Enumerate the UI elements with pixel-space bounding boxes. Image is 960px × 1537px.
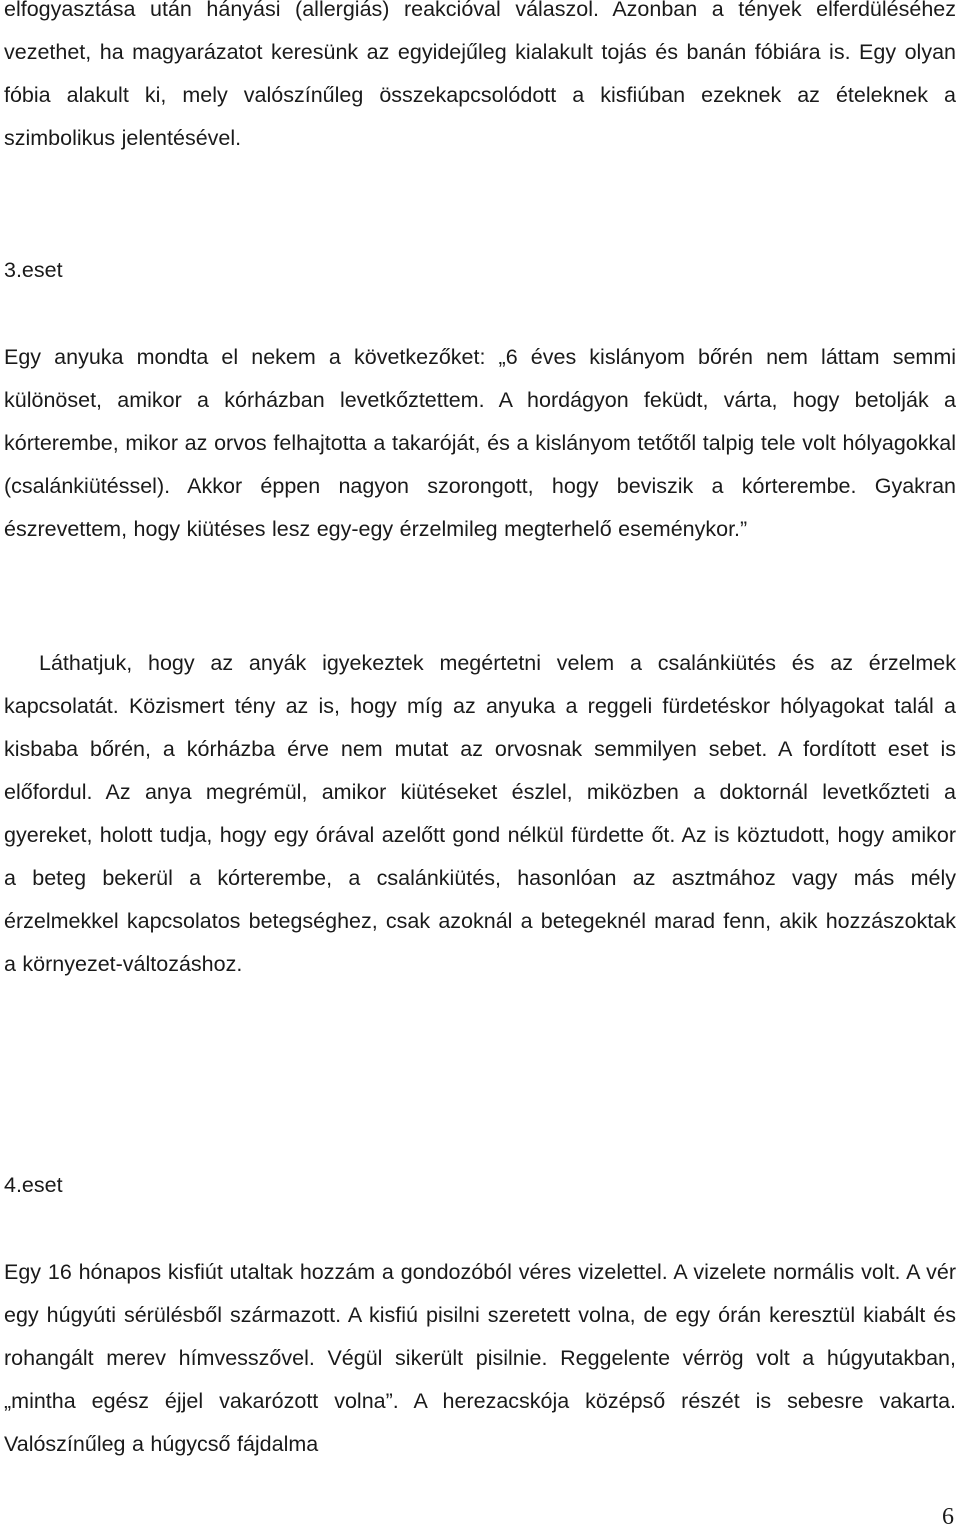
case-4-heading: 4.eset [4, 1173, 63, 1197]
case-3-heading: 3.eset [4, 258, 63, 282]
paragraph-case-4: Egy 16 hónapos kisfiút utaltak hozzám a gondozóból véres vizelettel. A vizelete normális volt. A vér egy húgyúti sérülésből származott. A kisfiú pisilni szeretett volna, de egy órán keresztül kiabált és rohangált merev hímvesszővel. Végül sikerült pisilnie. Reggelente vérrög volt a húgyutakban, „mintha egész éjjel vakarózott volna”. A herezacskója középső részét is sebesre vakarta. Valószínűleg a húgycső fájdalma [4, 1260, 956, 1456]
page-number: 6 [942, 1504, 954, 1530]
paragraph-intro: elfogyasztása után hányási (allergiás) reakcióval válaszol. Azonban a tények elferdüléséhez vezethet, ha magyarázatot keresünk az egyidejűleg kialakult tojás és banán fóbiára is. Egy olyan fóbia alakult ki, mely valószínűleg összekapcsolódott a kisfiúban ezeknek az ételeknek a szimbolikus jelentésével. [4, 0, 956, 150]
paragraph-case-3: Egy anyuka mondta el nekem a következőket: „6 éves kislányom bőrén nem láttam semmi különöset, amikor a kórházban levetkőztettem. A hordágyon feküdt, várta, hogy betolják a kórterembe, mikor az orvos felhajtotta a takaróját, és a kislányom tetőtől talpig tele volt hólyagokkal (csalánkiütéssel). Akkor éppen nagyon szorongott, hogy beviszik a kórterembe. Gyakran észrevettem, hogy kiütéses lesz egy-egy érzelmileg megterhelő eseménykor.” [4, 345, 956, 541]
paragraph-discussion: Láthatjuk, hogy az anyák igyekeztek megértetni velem a csalánkiütés és az érzelmek kapcsolatát. Közismert tény az is, hogy míg az anyuka a reggeli fürdetéskor hólyagokat talál a kisbaba bőrén, a kórházba érve nem mutat az orvosnak semmilyen sebet. A fordított eset is előfordul. Az anya megrémül, amikor kiütéseket észlel, miközben a doktornál levetkőzteti a gyereket, holott tudja, hogy egy órával azelőtt gond nélkül fürdette őt. Az is köztudott, hogy amikor a beteg bekerül a kórterembe, a csalánkiütés, hasonlóan az asztmához vagy más mély érzelmekkel kapcsolatos betegséghez, csak azoknál a betegeknél marad fenn, akik hozzászoktak a környezet-változáshoz. [4, 651, 956, 976]
